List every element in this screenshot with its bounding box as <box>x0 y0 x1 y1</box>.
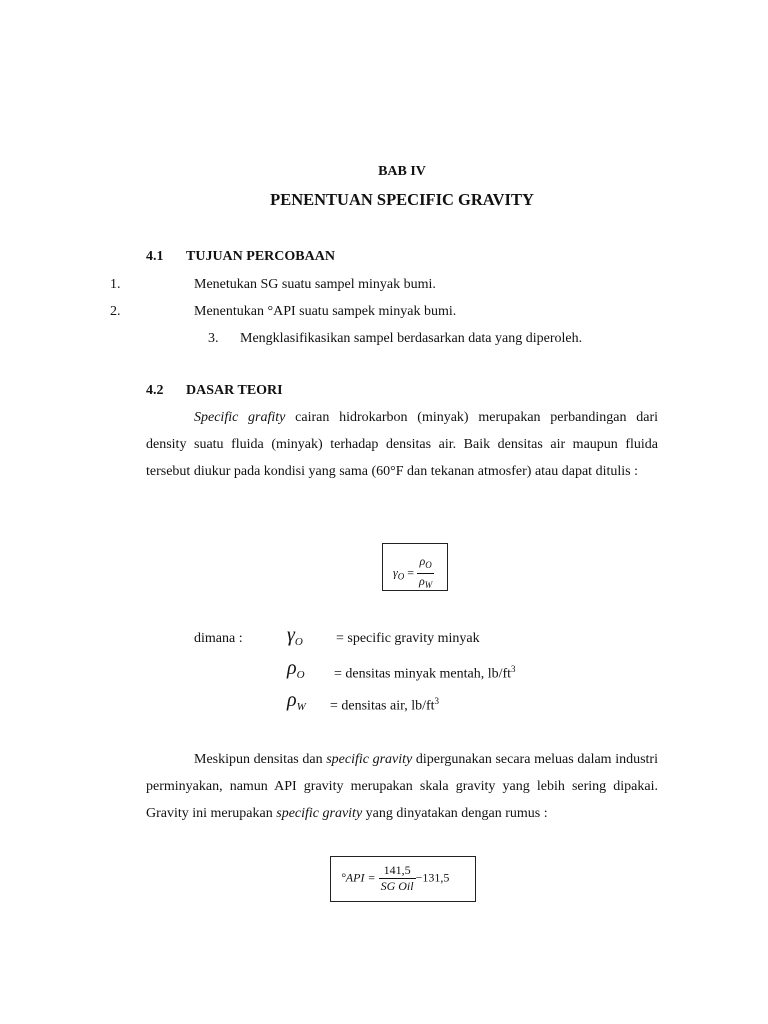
denominator: SG Oil <box>380 879 414 893</box>
list-item-number: 3. <box>208 331 219 346</box>
list-item-text: Mengklasifikasikan sampel berdasarkan data yang diperoleh. <box>240 331 583 346</box>
definition-label: = densitas air, lb/ft <box>330 698 435 714</box>
definition-symbol <box>287 689 306 713</box>
definition-symbol <box>287 624 303 648</box>
paragraph <box>146 746 658 827</box>
definition-text <box>336 631 480 647</box>
formula-box <box>330 856 476 902</box>
rho-symbol: ρ <box>419 554 426 568</box>
subscript: O <box>397 571 405 582</box>
section-number: 4.1 <box>146 249 164 264</box>
api-symbol: °API = <box>341 870 376 885</box>
list-item-text: Menentukan °API suatu sampek minyak bumi. <box>194 304 457 319</box>
emphasis-term: specific gravity <box>326 752 413 767</box>
subscript: O <box>296 669 305 681</box>
paragraph-text: Meskipun densitas dan <box>194 752 327 767</box>
emphasis-term: specific gravity <box>276 806 363 821</box>
gamma-symbol: γ <box>287 624 295 646</box>
list-item-number: 2. <box>110 304 121 319</box>
definition-label: = densitas minyak mentah, lb/ft <box>334 666 512 682</box>
superscript: 3 <box>434 696 440 706</box>
paragraph-text: yang dinyatakan dengan rumus : <box>362 806 548 821</box>
equals-sign: = <box>407 565 415 580</box>
section-heading: TUJUAN PERCOBAAN <box>186 249 335 264</box>
chapter-title: PENENTUAN SPECIFIC GRAVITY <box>270 190 534 209</box>
list-item-text: Menetukan SG suatu sampel minyak bumi. <box>194 277 436 292</box>
fraction <box>417 554 434 593</box>
definition-label: = specific gravity minyak <box>336 631 480 646</box>
rho-symbol: ρ <box>419 574 425 588</box>
section-heading: DASAR TEORI <box>186 383 283 398</box>
definition-text <box>330 696 439 715</box>
subscript: W <box>296 701 306 713</box>
paragraph-text: cairan hidrokarbon (minyak) merupakan perbandingan dari density suatu fluida (minyak) terhadap densitas air. Baik densitas air maupun fluida tersebut diukur pada kondisi yang sama (60°F dan tekanan atmosfer) atau dapat ditulis : <box>146 410 658 479</box>
subscript: W <box>424 580 433 590</box>
rho-symbol: ρ <box>287 689 297 711</box>
fraction <box>379 863 416 894</box>
subscript: O <box>294 636 303 648</box>
superscript: 3 <box>511 664 516 674</box>
emphasis-term: Specific grafity <box>194 410 286 425</box>
definition-symbol <box>287 657 305 681</box>
numerator: 141,5 <box>379 863 416 879</box>
rho-symbol: ρ <box>287 657 297 679</box>
paragraph <box>146 404 658 485</box>
chapter-label: BAB IV <box>378 164 426 179</box>
subscript: O <box>425 560 432 570</box>
gamma-symbol: γ <box>393 565 398 580</box>
section-number: 4.2 <box>146 383 164 398</box>
definition-text <box>334 664 516 683</box>
formula-constant: −131,5 <box>415 870 450 885</box>
paragraph-text: dipergunakan secara meluas dalam industri perminyakan, namun API gravity merupakan skala gravity yang lebih sering dipakai. Gravity ini merupakan <box>146 752 658 821</box>
formula-box <box>382 543 448 591</box>
where-label: dimana : <box>194 631 243 646</box>
list-item-number: 1. <box>110 277 121 292</box>
